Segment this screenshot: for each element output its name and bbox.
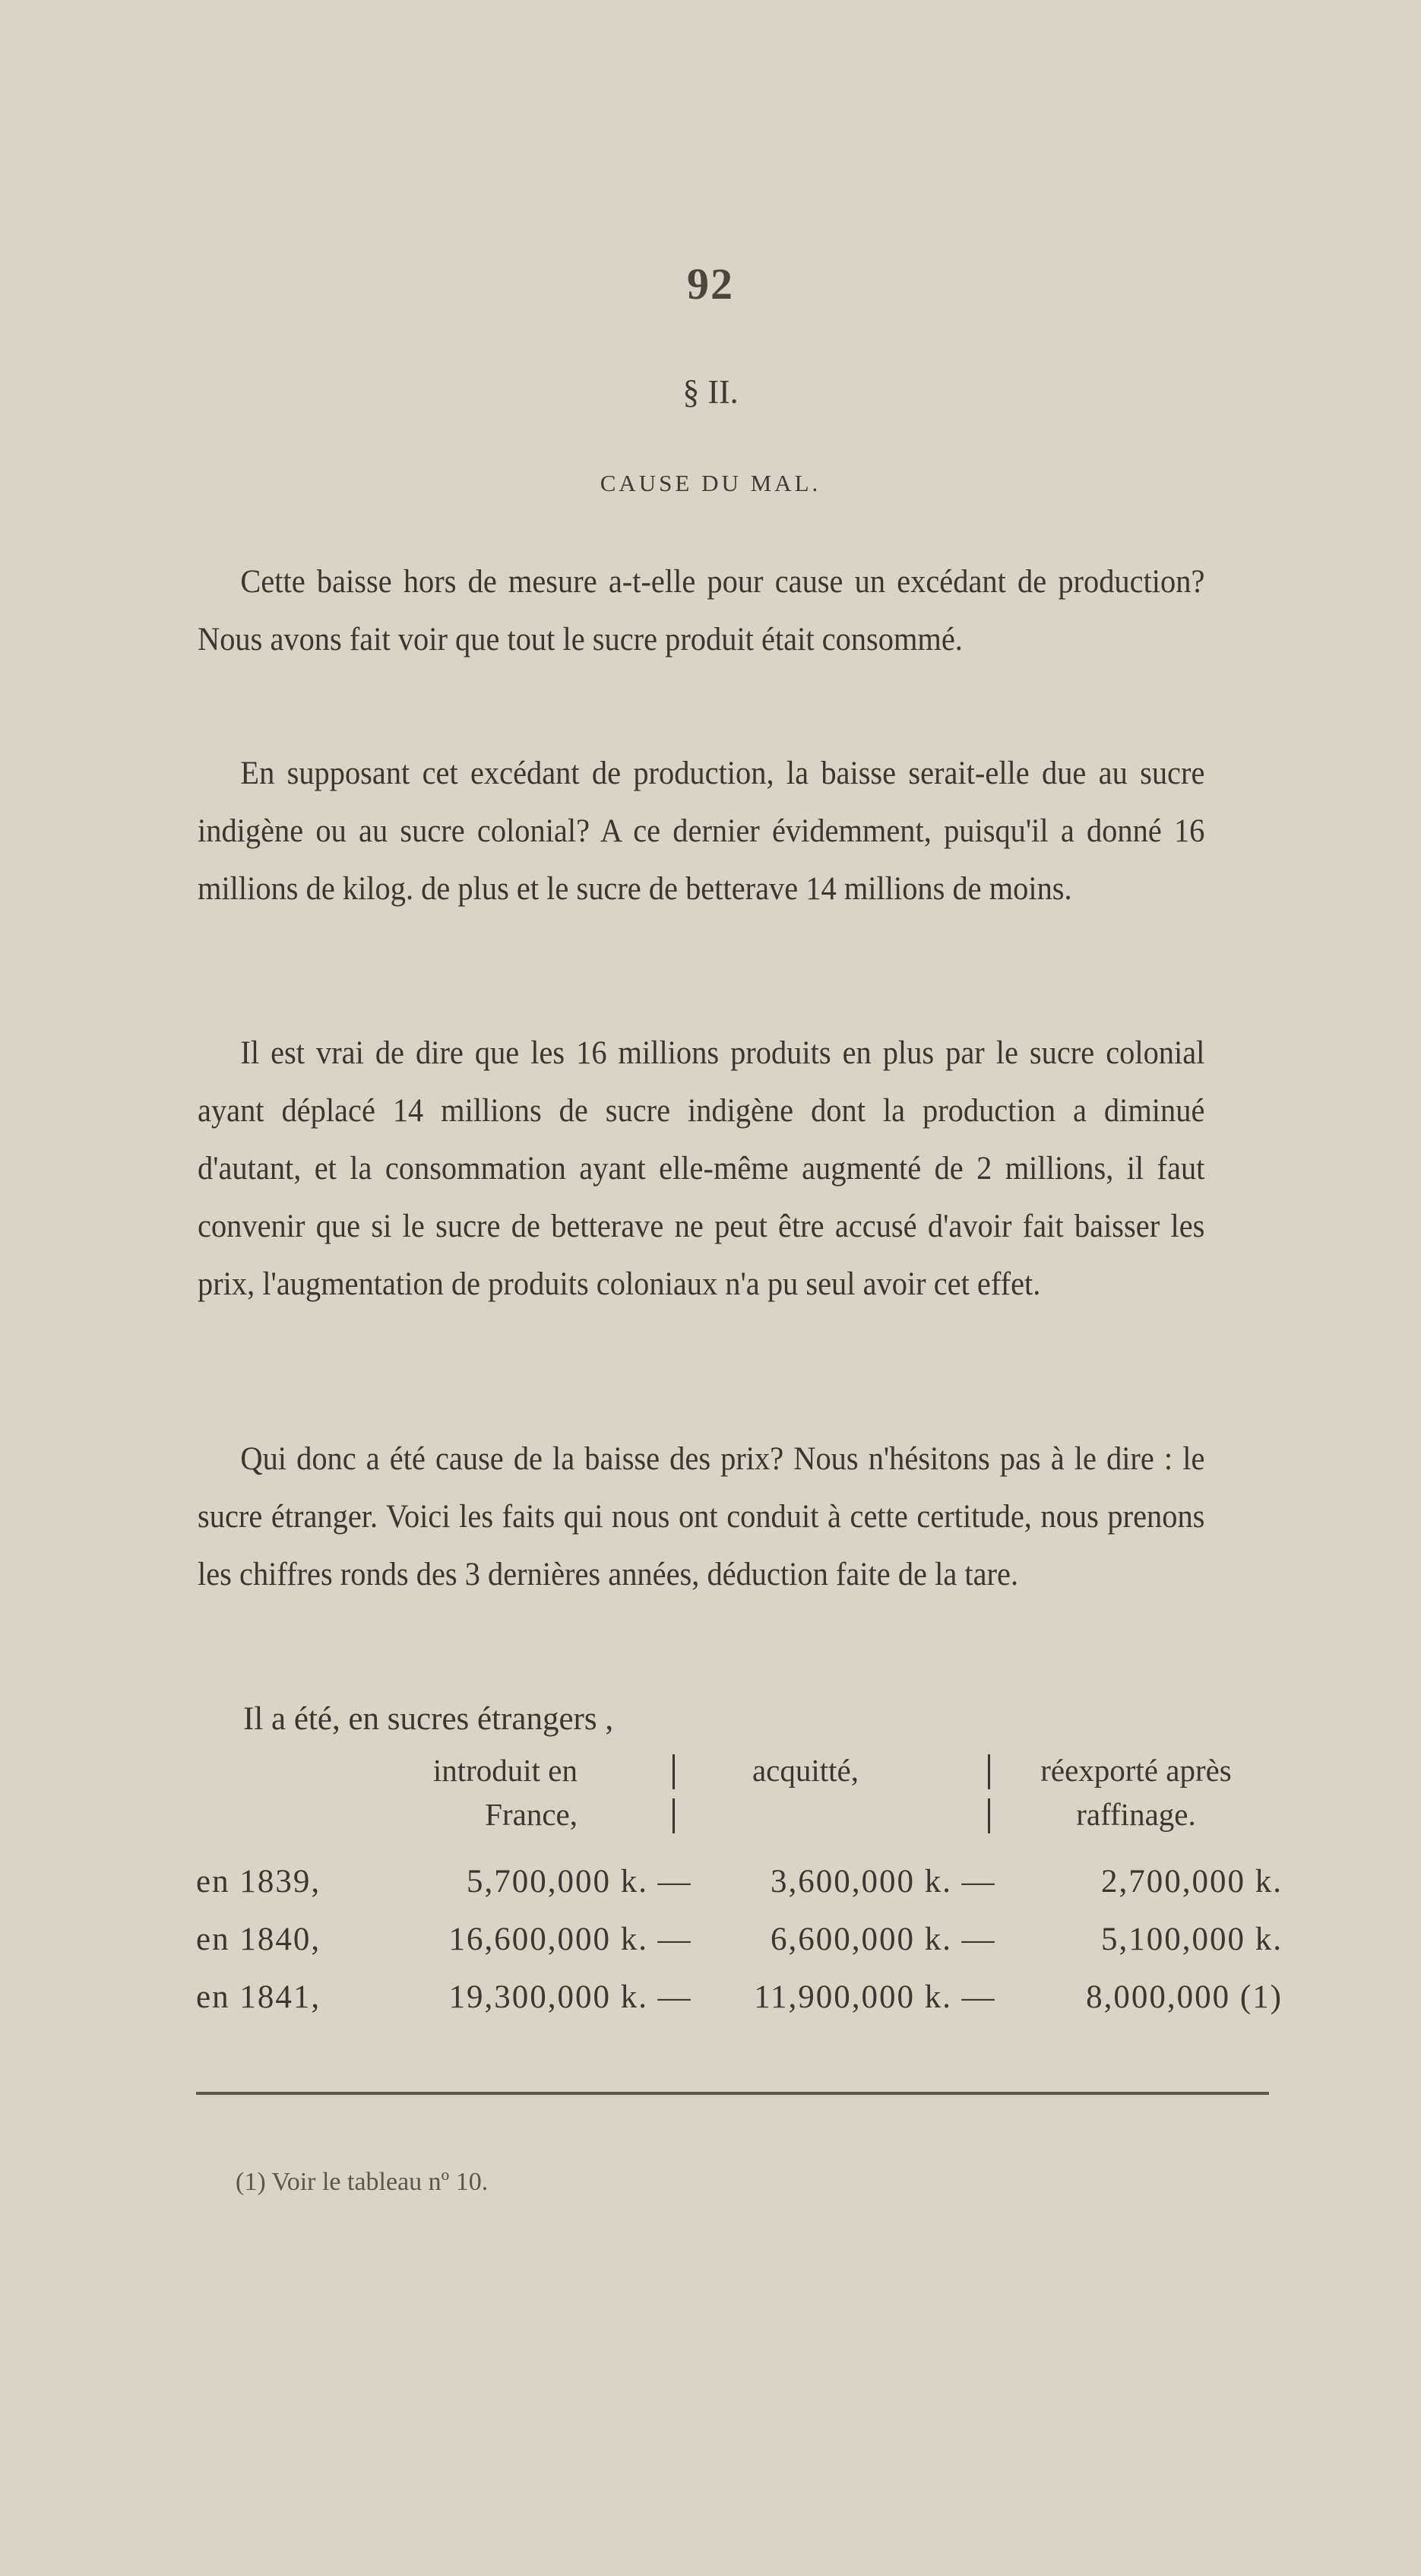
header-line: France, xyxy=(485,1797,578,1832)
cell-introduit: 19,300,000 k. xyxy=(448,1979,648,2015)
footnote: (1) Voir le tableau nº 10. xyxy=(236,2168,489,2196)
header-line: acquitté, xyxy=(752,1753,859,1788)
header-introduit xyxy=(350,1748,578,1836)
paragraph-1 xyxy=(198,553,1204,669)
cell-reexporte: 2,700,000 k. xyxy=(1101,1864,1283,1900)
paragraph-2 xyxy=(198,745,1204,918)
cell-separator: — xyxy=(657,1922,692,1957)
cell-introduit: 16,600,000 k. xyxy=(448,1922,648,1957)
cell-acquitte: 11,900,000 k. xyxy=(754,1979,952,2015)
cell-reexporte: 8,000,000 (1) xyxy=(1086,1979,1283,2015)
footnote-divider xyxy=(196,2092,1269,2095)
cell-acquitte: 6,600,000 k. xyxy=(771,1922,952,1957)
paragraph-text: Il est vrai de dire que les 16 millions produits en plus par le sucre colonial ayant déplacé 14 millions de sucre indigène dont la production a diminué d'autant, et la consommation ayant elle-même augmenté de 2 millions, il faut convenir que si le sucre de betterave ne peut être accusé d'avoir fait baisser les prix, l'augmentation de produits coloniaux n'a pu seul avoir cet effet. xyxy=(198,1035,1205,1302)
table-row xyxy=(196,1911,1283,1969)
cell-acquitte: 3,600,000 k. xyxy=(771,1864,952,1900)
page-number: 92 xyxy=(687,259,734,309)
table-row xyxy=(196,1969,1283,2026)
paragraph-4 xyxy=(198,1431,1204,1604)
column-divider xyxy=(673,1754,675,1789)
column-divider xyxy=(988,1798,990,1833)
column-divider xyxy=(988,1754,990,1789)
header-acquitte xyxy=(684,1748,927,1792)
cell-introduit: 5,700,000 k. xyxy=(467,1864,648,1900)
cell-year: en 1841, xyxy=(196,1979,321,2015)
section-number: § II. xyxy=(682,373,739,410)
header-line: raffinage. xyxy=(1076,1797,1196,1832)
cell-separator: — xyxy=(657,1979,692,2015)
cell-reexporte: 5,100,000 k. xyxy=(1101,1922,1283,1957)
paragraph-text: En supposant cet excédant de production, la baisse serait-elle due au sucre indigène ou au sucre colonial? A ce dernier évidemment, puisqu'il a donné 16 millions de kilog. de plus et le sucre de betterave 14 millions de moins. xyxy=(198,756,1205,907)
table-row xyxy=(196,1853,1283,1911)
paragraph-3 xyxy=(198,1025,1204,1313)
header-line: introduit en xyxy=(432,1753,578,1788)
cell-separator: — xyxy=(961,1922,996,1957)
header-reexporte xyxy=(995,1748,1277,1836)
header-line: réexporté après xyxy=(1040,1753,1232,1788)
column-divider xyxy=(673,1798,675,1833)
cell-separator: — xyxy=(961,1979,996,2015)
table-header xyxy=(198,1748,1277,1847)
cell-separator: — xyxy=(657,1864,692,1900)
cell-year: en 1839, xyxy=(196,1864,321,1900)
section-title: CAUSE DU MAL. xyxy=(600,470,821,496)
table-intro: Il a été, en sucres étrangers , xyxy=(243,1701,614,1737)
cell-separator: — xyxy=(961,1864,996,1900)
paragraph-text: Qui donc a été cause de la baisse des prix? Nous n'hésitons pas à le dire : le sucre étranger. Voici les faits qui nous ont conduit à cette certitude, nous prenons les chiffres ronds des 3 dernières années, déduction faite de la tare. xyxy=(198,1441,1205,1592)
table-body xyxy=(196,1853,1283,2026)
cell-year: en 1840, xyxy=(196,1922,321,1957)
paragraph-text: Cette baisse hors de mesure a-t-elle pour cause un excédant de production? Nous avons fait voir que tout le sucre produit était consommé. xyxy=(198,564,1205,657)
